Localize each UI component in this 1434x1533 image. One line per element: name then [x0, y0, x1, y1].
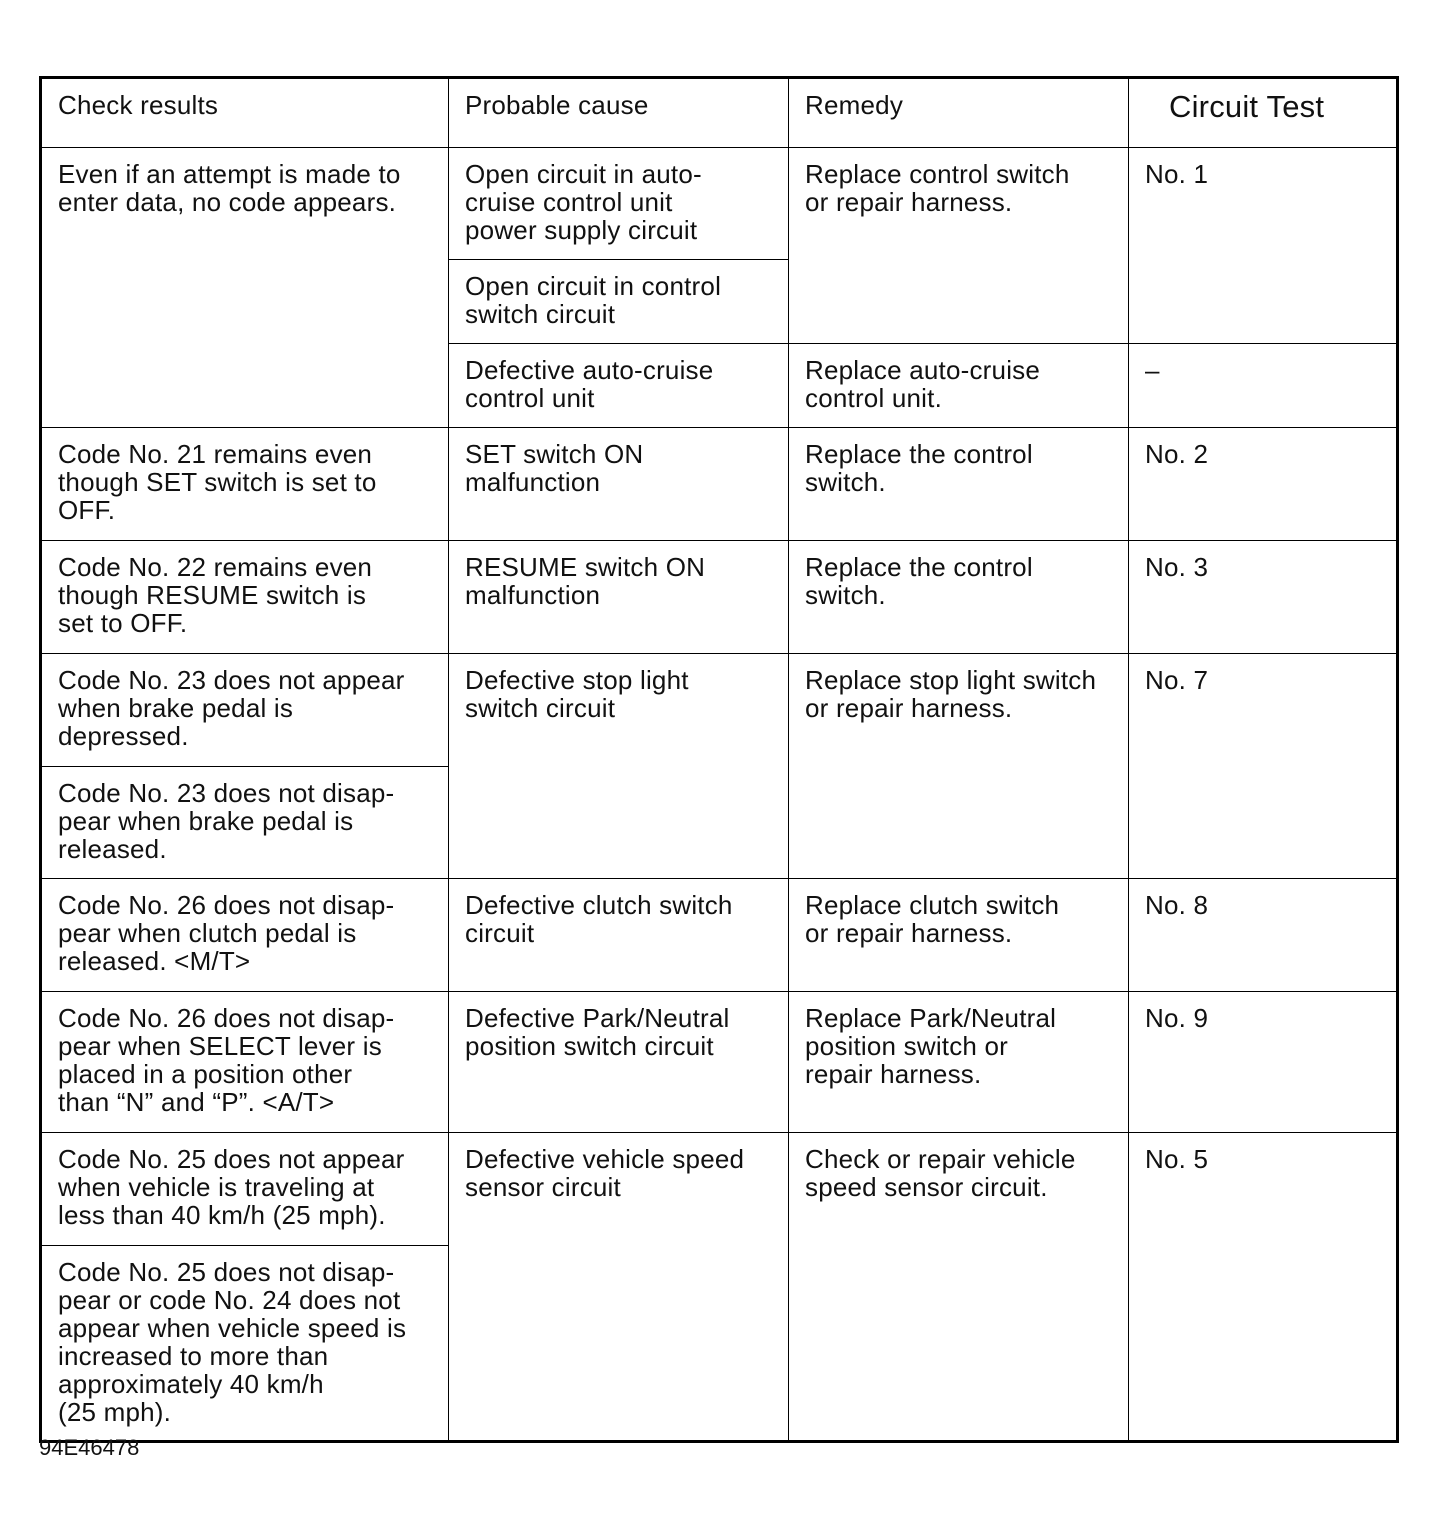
probable-cause-cell: SET switch ON malfunction [449, 428, 789, 541]
figure-code: 94E46478 [39, 1435, 140, 1460]
table-row [41, 992, 1398, 1133]
header-probable-cause: Probable cause [449, 78, 789, 148]
circuit-test-cell: No. 3 [1129, 541, 1398, 654]
remedy-cell: Check or repair vehicle speed sensor circuit. [789, 1133, 1129, 1442]
check-result-cell: Code No. 25 does not appear when vehicle is traveling at less than 40 km/h (25 mph). [41, 1133, 449, 1246]
remedy-cell: Replace Park/Neutral position switch or repair harness. [789, 992, 1129, 1133]
remedy-cell: Replace control switch or repair harness. [789, 148, 1129, 344]
table-row [41, 654, 1398, 767]
table-row [41, 541, 1398, 654]
probable-cause-cell: Defective auto-cruise control unit [449, 344, 789, 428]
probable-cause-cell: Defective stop light switch circuit [449, 654, 789, 879]
diagnosis-table [39, 76, 1399, 1443]
circuit-test-cell: No. 2 [1129, 428, 1398, 541]
check-result-cell: Code No. 23 does not disap- pear when brake pedal is released. [41, 767, 449, 879]
circuit-test-cell: No. 8 [1129, 879, 1398, 992]
probable-cause-cell: Defective vehicle speed sensor circuit [449, 1133, 789, 1442]
probable-cause-cell: Defective Park/Neutral position switch circuit [449, 992, 789, 1133]
table-row [41, 428, 1398, 541]
check-result-cell: Code No. 25 does not disap- pear or code No. 24 does not appear when vehicle speed is increased to more than approximately 40 km/h (25 mph). [41, 1246, 449, 1442]
remedy-cell: Replace stop light switch or repair harness. [789, 654, 1129, 879]
check-result-cell: Code No. 26 does not disap- pear when SELECT lever is placed in a position other than “N” and “P”. <A/T> [41, 992, 449, 1133]
remedy-cell: Replace the control switch. [789, 541, 1129, 654]
probable-cause-cell: RESUME switch ON malfunction [449, 541, 789, 654]
circuit-test-cell: No. 9 [1129, 992, 1398, 1133]
check-result-cell: Code No. 21 remains even though SET switch is set to OFF. [41, 428, 449, 541]
header-row [41, 78, 1398, 148]
circuit-test-cell: No. 1 [1129, 148, 1398, 344]
check-result-cell: Code No. 23 does not appear when brake pedal is depressed. [41, 654, 449, 767]
remedy-cell: Replace clutch switch or repair harness. [789, 879, 1129, 992]
table-row [41, 1133, 1398, 1246]
header-remedy: Remedy [789, 78, 1129, 148]
circuit-test-cell: No. 5 [1129, 1133, 1398, 1442]
check-result-cell: Even if an attempt is made to enter data, no code appears. [41, 148, 449, 428]
table-row [41, 879, 1398, 992]
remedy-cell: Replace the control switch. [789, 428, 1129, 541]
header-check-results: Check results [41, 78, 449, 148]
check-result-cell: Code No. 26 does not disap- pear when clutch pedal is released. <M/T> [41, 879, 449, 992]
probable-cause-cell: Defective clutch switch circuit [449, 879, 789, 992]
probable-cause-cell: Open circuit in auto- cruise control unit power supply circuit [449, 148, 789, 260]
check-result-cell: Code No. 22 remains even though RESUME switch is set to OFF. [41, 541, 449, 654]
circuit-test-cell: No. 7 [1129, 654, 1398, 879]
remedy-cell: Replace auto-cruise control unit. [789, 344, 1129, 428]
table-row [41, 148, 1398, 260]
circuit-test-cell: – [1129, 344, 1398, 428]
header-circuit-test: Circuit Test [1129, 78, 1398, 148]
probable-cause-cell: Open circuit in control switch circuit [449, 260, 789, 344]
